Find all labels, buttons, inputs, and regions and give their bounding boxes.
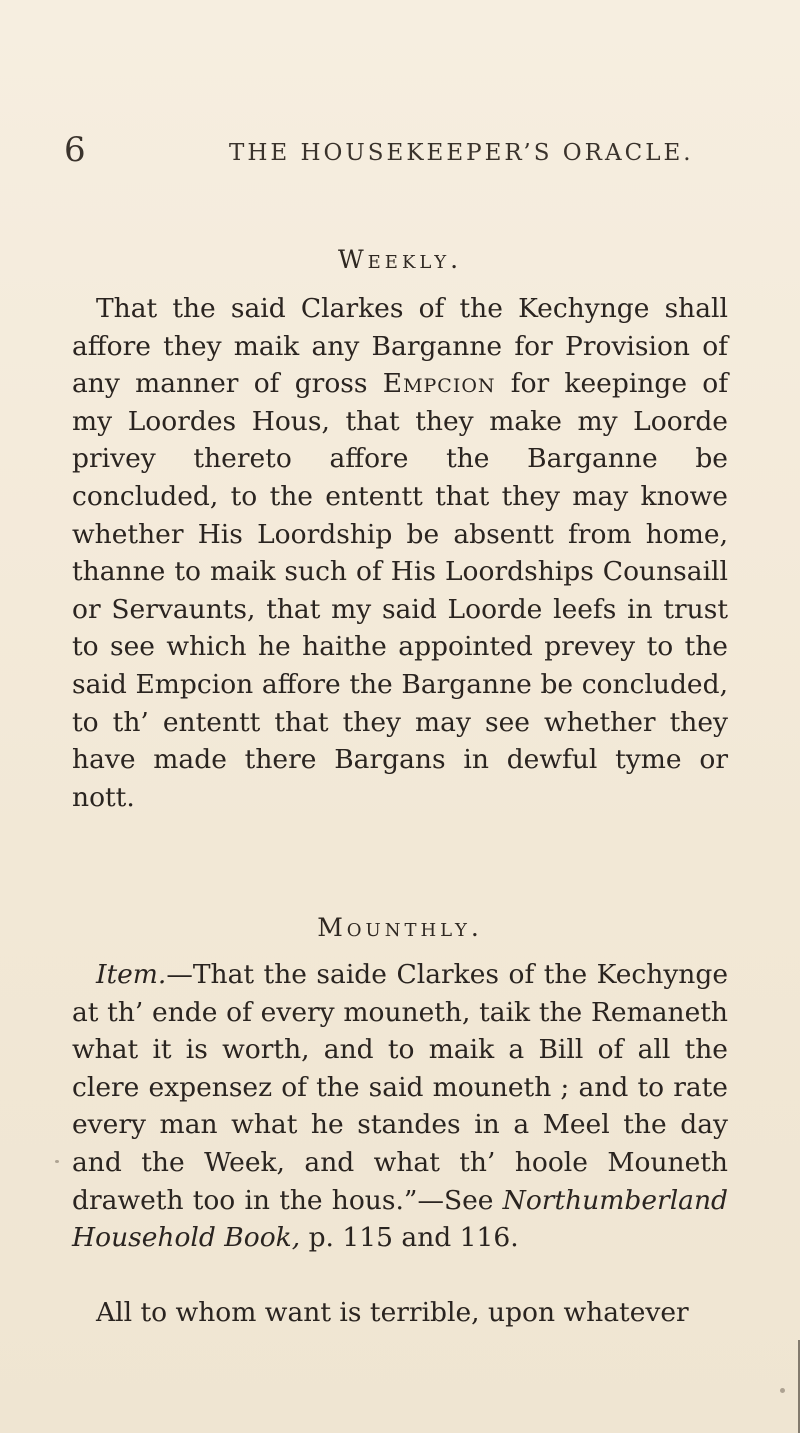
section-heading-mounthly: Mounthly. xyxy=(317,913,483,942)
mounthly-paragraph xyxy=(72,956,728,1257)
section-heading-weekly: Weekly. xyxy=(337,245,463,274)
source-title: Northumberland Household Book, xyxy=(72,1184,728,1254)
closing-line xyxy=(72,1294,728,1332)
weekly-text-start: That the said Clarkes of the Kechynge shall affore they maik any Barganne for Provision of any manner of gross xyxy=(72,293,728,400)
weekly-paragraph xyxy=(72,290,728,816)
ink-speck xyxy=(55,1160,59,1163)
running-title: THE HOUSEKEEPER’S ORACLE. xyxy=(229,140,694,166)
page-header xyxy=(64,132,724,172)
source-pages: p. 115 and 116. xyxy=(300,1222,519,1254)
page-number: 6 xyxy=(64,130,86,170)
mounthly-text: —That the saide Clarkes of the Kechynge at th’ ende of every mouneth, taik the Remaneth what it is worth, and to maik a Bill of all the clere expensez of the said mouneth ; and to rate every man what he standes in a Meel the day and the Week, and what th’ hoole Mouneth draweth too in the hous.”—See xyxy=(72,959,728,1216)
weekly-text-rest: for keepinge of my Loordes Hous, that they make my Loorde privey thereto affore the Barganne be concluded, to the ententt that they may knowe whether His Loordship be absentt from home, thanne to maik such of His Loordships Counsaill or Servaunts, that my said Loorde leefs in trust to see which he haithe appointed prevey to the said Empcion affore the Barganne be concluded, to th’ ententt that they may see whether they have made there Bargans in dewful tyme or nott. xyxy=(72,368,728,813)
ink-speck xyxy=(780,1388,785,1393)
closing-text: All to whom want is terrible, upon whatever xyxy=(96,1297,689,1328)
item-label: Item. xyxy=(96,959,167,990)
empcion-word: Empcion xyxy=(382,368,496,400)
